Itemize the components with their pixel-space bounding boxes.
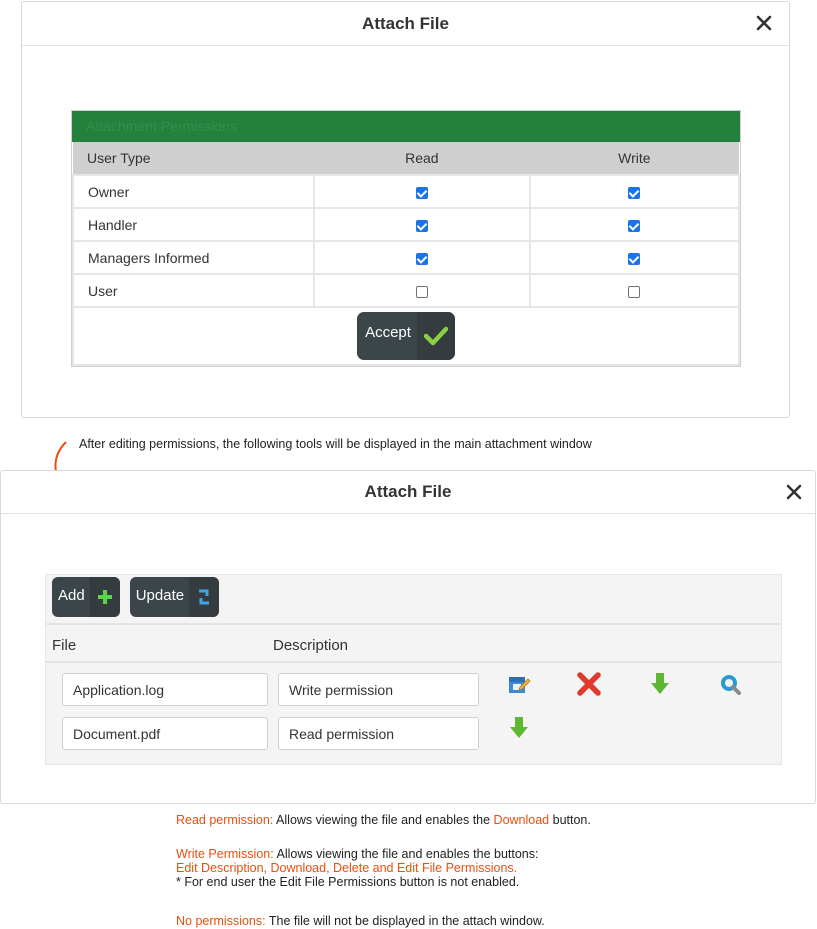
header-file: File: [52, 637, 77, 654]
write-permission-footnote: * For end user the Edit File Permissions button is not enabled.: [176, 875, 520, 889]
accept-button[interactable]: [357, 312, 455, 360]
table-row: [73, 274, 739, 307]
user-type-cell: Handler: [73, 208, 314, 241]
table-row: [73, 175, 739, 208]
write-checkbox[interactable]: [628, 187, 640, 199]
download-highlight: Download: [493, 813, 550, 827]
read-checkbox[interactable]: [416, 187, 428, 199]
read-checkbox[interactable]: [416, 220, 428, 232]
edit-description-icon[interactable]: [506, 671, 532, 697]
user-type-cell: User: [73, 274, 314, 307]
add-label: Add: [58, 587, 85, 604]
table-row: [73, 208, 739, 241]
description-field[interactable]: Read permission: [278, 717, 479, 750]
accept-label: Accept: [365, 324, 411, 341]
toolbar: [46, 575, 781, 625]
edit-permissions-icon[interactable]: [718, 671, 744, 697]
write-permission-text: Allows viewing the file and enables the buttons:: [273, 847, 539, 861]
header-description: Description: [273, 637, 349, 654]
read-permission-note: [176, 813, 591, 827]
dialog-header: [1, 471, 815, 514]
dialog-title: Attach File: [362, 13, 449, 33]
plus-icon: [90, 577, 120, 617]
download-icon[interactable]: [647, 671, 673, 697]
close-icon: [786, 484, 802, 500]
no-permission-title: No permissions:: [176, 914, 266, 928]
download-icon[interactable]: [506, 715, 532, 741]
update-button[interactable]: [130, 577, 219, 617]
close-icon: [756, 15, 772, 31]
file-name-field[interactable]: Application.log: [62, 673, 268, 706]
table-row: [73, 241, 739, 274]
header-write: Write: [530, 142, 739, 175]
write-checkbox[interactable]: [628, 220, 640, 232]
write-permission-title: Write Permission:: [176, 847, 274, 861]
files-panel: [45, 574, 782, 765]
delete-icon[interactable]: [576, 671, 602, 697]
header-user-type: User Type: [73, 142, 314, 175]
permissions-caption: Attachment Permissions: [72, 111, 740, 142]
permissions-dialog: [21, 1, 790, 418]
description-field[interactable]: Write permission: [278, 673, 479, 706]
user-type-cell: Owner: [73, 175, 314, 208]
attach-file-dialog: [0, 470, 816, 804]
close-button[interactable]: [781, 479, 807, 505]
update-label: Update: [135, 587, 185, 604]
permissions-table: [71, 110, 741, 367]
table-header-row: [73, 142, 739, 175]
dialog-header: [22, 2, 789, 46]
close-button[interactable]: [751, 10, 777, 36]
refresh-icon: [189, 577, 219, 617]
user-type-cell: Managers Informed: [73, 241, 314, 274]
column-headers: [46, 625, 781, 663]
annotation-note: After editing permissions, the following tools will be displayed in the main attachment window: [79, 437, 592, 451]
table-row: [46, 663, 781, 707]
no-permission-note: [176, 914, 545, 928]
dialog-title: Attach File: [364, 482, 452, 501]
check-icon: [417, 312, 455, 360]
read-checkbox[interactable]: [416, 286, 428, 298]
read-permission-text-end: button.: [549, 813, 591, 827]
no-permission-text: The file will not be displayed in the attach window.: [265, 914, 545, 928]
write-permission-buttons: Edit Description, Download, Delete and Edit File Permissions.: [176, 861, 518, 875]
read-permission-title: Read permission:: [176, 813, 274, 827]
read-permission-text: Allows viewing the file and enables the: [273, 813, 494, 827]
read-checkbox[interactable]: [416, 253, 428, 265]
file-name-field[interactable]: Document.pdf: [62, 717, 268, 750]
write-checkbox[interactable]: [628, 253, 640, 265]
add-button[interactable]: [52, 577, 120, 617]
write-checkbox[interactable]: [628, 286, 640, 298]
table-row: [46, 707, 781, 751]
write-permission-note: [176, 847, 538, 889]
header-read: Read: [314, 142, 530, 175]
